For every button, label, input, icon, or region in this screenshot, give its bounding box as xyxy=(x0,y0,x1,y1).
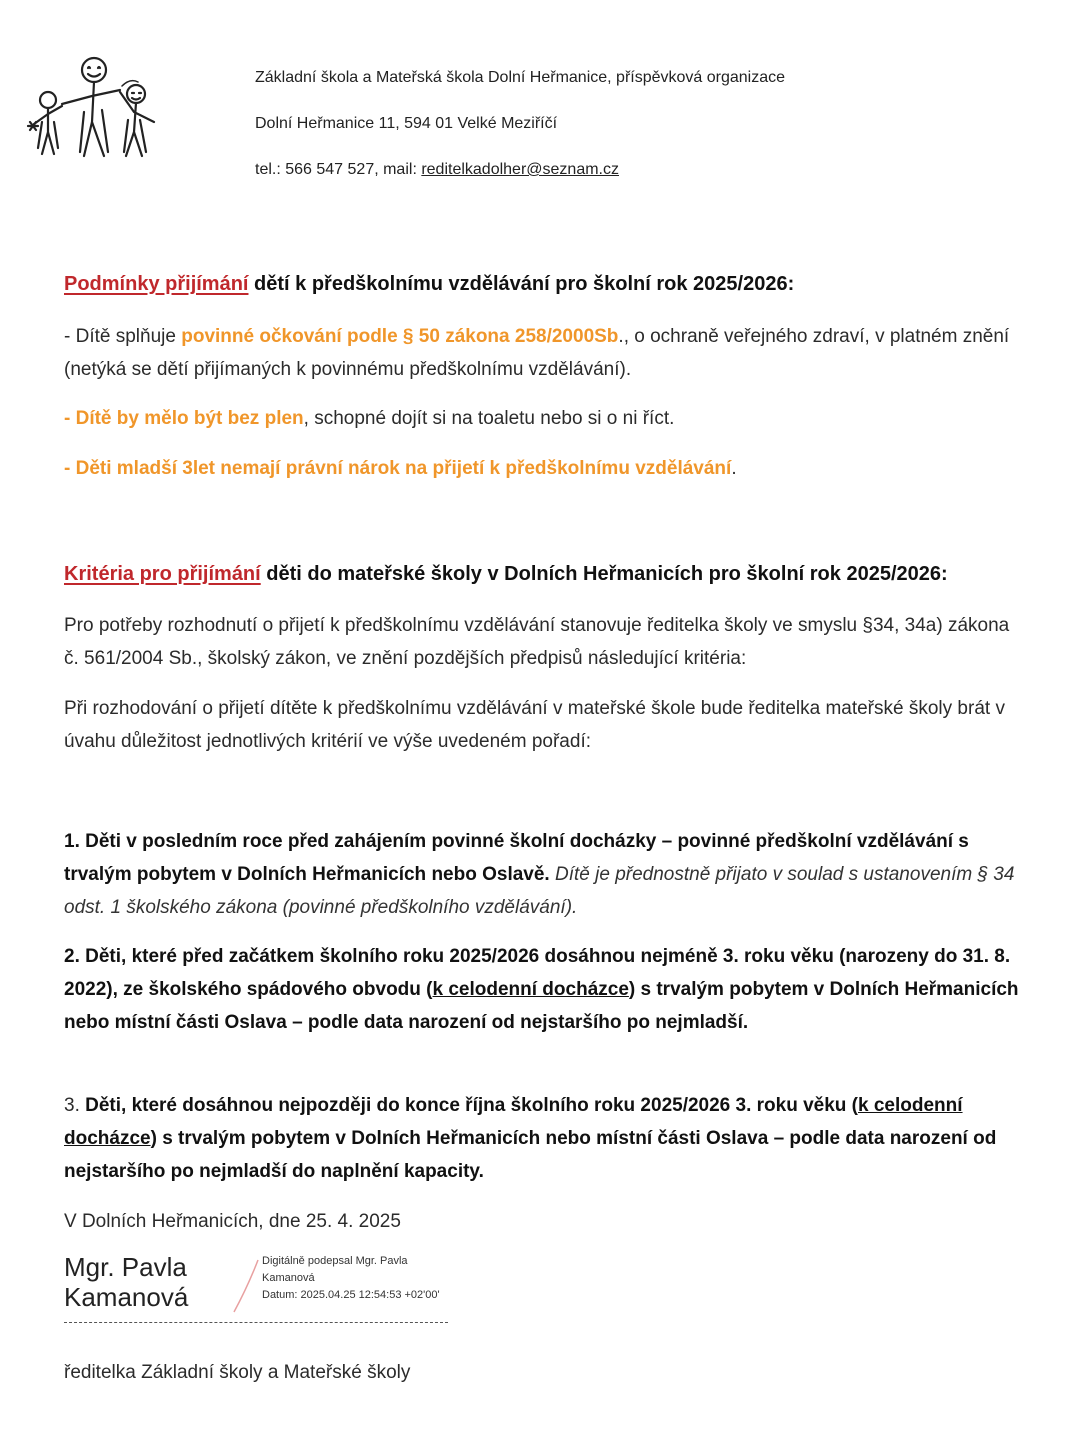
criterion-3-text-b: ) s trvalým pobytem v Dolních Heřmanicích nebo místní části Oslava – podle data narození od nejstaršího po nejmladší do naplnění kapacity. xyxy=(64,1128,997,1182)
school-name: Základní škola a Mateřská škola Dolní Heřmanice, příspěvková organizace xyxy=(255,69,786,86)
condition-vaccination-highlight: povinné očkování podle § 50 zákona 258/2000Sb xyxy=(181,326,619,347)
criteria-heading xyxy=(64,558,1024,591)
criterion-3-number: 3. xyxy=(64,1095,86,1116)
signature-line xyxy=(64,1322,448,1323)
condition-age-highlight: - Děti mladší 3let nemají právní nárok na přijetí k předškolnímu vzdělávání xyxy=(64,458,732,479)
signer-name: Mgr. Pavla Kamanová xyxy=(64,1252,189,1312)
criterion-2-text-b: ) s trvalým pobytem v Dolních Heřmanicích nebo místní části Oslava – podle data narození od nejstaršího po nejmladší. xyxy=(64,979,1019,1033)
condition-vaccination-pre: - Dítě splňuje xyxy=(64,326,182,347)
condition-vaccination-post: ., o ochraně veřejného zdraví, v platném znění (netýká se dětí přijímaných k povinnému předškolnímu vzdělávání). xyxy=(64,326,1010,380)
phone-text: tel.: 566 547 527, mail: xyxy=(255,161,422,178)
criterion-2-underlined: k celodenní docházce xyxy=(432,979,629,1000)
criterion-1-italic: Dítě je přednostně přijato v soulad s ustanovením § 34 odst. 1 školského zákona (povinné předškolního vzdělávání). xyxy=(64,864,1015,918)
criterion-3-underlined: k celodenní docházce xyxy=(64,1095,963,1149)
condition-vaccination xyxy=(64,320,1024,386)
digital-signature-signer: Digitálně podepsal Mgr. Pavla Kamanová xyxy=(262,1255,408,1284)
criteria-intro-1: Pro potřeby rozhodnutí o přijetí k předškolnímu vzdělávání stanovuje ředitelka školy ve smyslu §34, 34a) zákona č. 561/2004 Sb., školský zákon, ve znění pozdějších předpisů následující kritéria: xyxy=(64,615,1010,669)
criterion-3-text-a: Děti, které dosáhnou nejpozději do konce října školního roku 2025/2026 3. roku věku ( xyxy=(85,1095,859,1116)
criterion-2 xyxy=(64,940,1024,1039)
digital-signature-info xyxy=(262,1253,462,1304)
digital-signature-date: Datum: 2025.04.25 12:54:53 +02'00' xyxy=(262,1289,440,1301)
criterion-1-bold: 1. Děti v posledním roce před zahájením povinné školní docházky – povinné předškolní vzdělávání s trvalým pobytem v Dolních Heřmanicích nebo Oslavě. xyxy=(64,831,969,885)
conditions-heading-red: Podmínky přijímání xyxy=(64,273,249,295)
conditions-heading xyxy=(64,268,1024,301)
condition-age-post: . xyxy=(731,458,737,479)
criteria-heading-rest: děti do mateřské školy v Dolních Heřmanicích pro školní rok 2025/2026: xyxy=(260,563,948,585)
signer-title: ředitelka Základní školy a Mateřské školy xyxy=(64,1362,411,1383)
condition-diapers xyxy=(64,402,1024,435)
criterion-1 xyxy=(64,825,1024,924)
condition-age xyxy=(64,452,1024,485)
condition-diapers-post: , schopné dojít si na toaletu nebo si o ni říct. xyxy=(303,408,675,429)
criterion-3 xyxy=(64,1089,1024,1188)
conditions-heading-rest: dětí k předškolnímu vzdělávání pro školní rok 2025/2026: xyxy=(248,273,795,295)
criterion-2-text-a: 2. Děti, které před začátkem školního roku 2025/2026 dosáhnou nejméně 3. roku věku (narozeny do 31. 8. 2022), ze školského spádového obvodu ( xyxy=(64,946,1011,1000)
criteria-heading-red: Kritéria pro přijímání xyxy=(64,563,261,585)
school-logo-children-drawing xyxy=(18,52,168,162)
criteria-intro-2: Při rozhodování o přijetí dítěte k předškolnímu vzdělávání v mateřské škole bude ředitelka mateřské školy brát v úvahu důležitost jednotlivých kritérií ve výše uvedeném pořadí: xyxy=(64,698,1005,752)
email-link[interactable]: reditelkadolher@seznam.cz xyxy=(421,161,619,178)
condition-diapers-highlight: - Dítě by mělo být bez plen xyxy=(64,408,304,429)
contact-line xyxy=(255,161,619,179)
school-address: Dolní Heřmanice 11, 594 01 Velké Meziříčí xyxy=(255,115,558,132)
date-place-line: V Dolních Heřmanicích, dne 25. 4. 2025 xyxy=(64,1211,401,1232)
